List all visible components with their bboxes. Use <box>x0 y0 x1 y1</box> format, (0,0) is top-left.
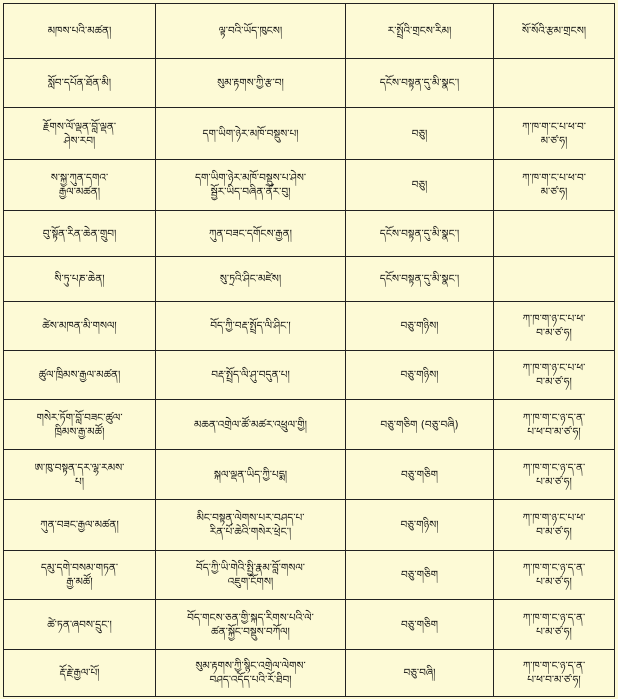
table-cell: ཀུན་བཟང་རྒྱལ་མཚན། <box>4 500 156 551</box>
header-cell: ར་སྤྲོའི་གྲངས་རིམ། <box>346 4 494 59</box>
table-cell: ཀ་ཁ་ག་ང་པ་ཕ་བ་ མ་ཙ་ཧ། <box>494 108 615 160</box>
table-cell: མིང་བསྟན་ལེགས་པར་བཤད་པ་ རིན་པོ་ཆེའི་གསེར་ཕྲེང་། <box>156 500 346 551</box>
table-cell: བོད་གངས་ཅན་གྱི་སྐད་རིགས་པའི་ལེ་ ཚན་སྐྱོང་བསྡུས་བཀོལ། <box>156 600 346 650</box>
table-cell: བཅུ། <box>346 160 494 211</box>
table-row <box>4 108 615 160</box>
table-cell: ཀ་ཁ་ག་ང་ཉ་ད་ན་ པ་ཕ་བ་མ་ཙ་ཧ། <box>494 400 615 450</box>
table-cell: སུམ་རྟགས་ཀྱི་སྙིང་འགྲེལ་ལེགས་ བཤད་འདོད་པའི་རོ་ཐིབ། <box>156 650 346 697</box>
table-cell: ཀ་ཁ་ག་ང་ཉ་ད་ན་ པ་ཕ་བ་མ་ཙ་ཧ། <box>494 650 615 697</box>
table-row <box>4 650 615 697</box>
table-cell: སི་ཏུ་པཎ་ཆེན། <box>4 257 156 302</box>
table-cell: དམུ་དགེ་བསམ་གཏན་ རྒྱ་མཚོ། <box>4 551 156 600</box>
table-cell: བཅུ་གཉིས། <box>346 500 494 551</box>
table-cell: ཚེ་ཏན་ཞབས་དྲུང་། <box>4 600 156 650</box>
table-cell: རྗོགས་ལོ་ལྡན་བློ་ལྡན་ ཤེས་རབ། <box>4 108 156 160</box>
table-row <box>4 450 615 500</box>
table-cell: མཆན་འགྲེལ་ཚོ་མཚར་འཕྲུལ་གྱི། <box>156 400 346 450</box>
table-cell: བོད་ཀྱི་ཡི་གེའི་སྤྱི་རྣམ་བློ་གསལ་ འཇུག་ངོགས། <box>156 551 346 600</box>
table-cell: བོད་ཀྱི་བརྡ་སྤྲོད་ལི་ཤིང་། <box>156 302 346 351</box>
table-cell: སུ་ཏྲའི་ཤིང་མཛེས། <box>156 257 346 302</box>
table-cell: བཅུ་གཉིས། <box>346 351 494 400</box>
table-row <box>4 59 615 108</box>
table-row <box>4 400 615 450</box>
table-cell: དངོས་བསྟན་དུ་མི་སྣང་། <box>346 211 494 257</box>
table-cell: ཀ་ཁ་ག་ང་ཉ་ད་ན་ པ་མ་ཙ་ཧ། <box>494 551 615 600</box>
table-cell: བཅུ་གཅིག (བཅུ་བཞི) <box>346 400 494 450</box>
scholars-table <box>3 3 615 697</box>
table-row <box>4 600 615 650</box>
table-cell <box>494 59 615 108</box>
table-cell: དག་ཡིག་ཉེར་མཁོ་བསྡུས་པ་ཤེས་ སྦྱོར་ཡིད་བཞིན་ནོར་བུ། <box>156 160 346 211</box>
table-cell: ཀ་ཁ་ག་ང་ཉ་ད་ན་ པ་མ་ཙ་ཧ། <box>494 600 615 650</box>
table-cell: ཚུལ་ཁྲིམས་རྒྱལ་མཚན། <box>4 351 156 400</box>
table-cell: བཅུ་གཉིས། <box>346 302 494 351</box>
table-cell: ཀ་ཁ་ག་ཉ་ང་པ་ཕ་ བ་མ་ཙ་ཧ། <box>494 351 615 400</box>
header-cell: མཁས་པའི་མཚན། <box>4 4 156 59</box>
table-cell: བཅུ་གཅིག <box>346 600 494 650</box>
table-cell: ཀ་ཁ་ག་ཉ་ང་པ་ཕ་ བ་མ་ཙ་ཧ། <box>494 302 615 351</box>
table-cell: དངོས་བསྟན་དུ་མི་སྣང་། <box>346 59 494 108</box>
table-row <box>4 211 615 257</box>
table-cell: སློབ་དཔོན་ཐོན་མི། <box>4 59 156 108</box>
table-cell: སུམ་རྟགས་ཀྱི་རྩ་བ། <box>156 59 346 108</box>
table-cell: བཅུ་གཅིག <box>346 551 494 600</box>
table-cell: བཅུ་གཅིག <box>346 450 494 500</box>
table-cell: སྐལ་ལྡན་ཡིད་ཀྱི་པདྨ། <box>156 450 346 500</box>
header-cell: སོ་སོའི་རྩམ་གྲངས། <box>494 4 615 59</box>
table-cell: ཨ་ཁུ་བསྟན་དར་ལྷ་རམས་ པ། <box>4 450 156 500</box>
table-cell: ཀུན་བཟང་དགོངས་རྒྱན། <box>156 211 346 257</box>
table-cell: ས་སྐྱ་ཀུན་དགའ་ རྒྱལ་མཚན། <box>4 160 156 211</box>
table-row <box>4 160 615 211</box>
table-cell: རྡོ་རྗེ་རྒྱལ་པོ། <box>4 650 156 697</box>
table-cell: དངོས་བསྟན་དུ་མི་སྣང་། <box>346 257 494 302</box>
table-row <box>4 500 615 551</box>
table-cell: ཀ་ཁ་ག་ང་པ་ཕ་བ་ མ་ཙ་ཧ། <box>494 160 615 211</box>
table-row <box>4 351 615 400</box>
table-cell: དག་ཡིག་ཉེར་མཁོ་བསྡུས་པ། <box>156 108 346 160</box>
table-cell: གསེར་ཏོག་བློ་བཟང་ཚུལ་ ཁྲིམས་རྒྱ་མཚོ། <box>4 400 156 450</box>
table-row <box>4 302 615 351</box>
table-cell <box>494 211 615 257</box>
table-cell: བརྡ་སྤྲོད་ལི་ཤུ་བདུན་པ། <box>156 351 346 400</box>
table-cell: ཚེས་མཁན་མི་གསལ། <box>4 302 156 351</box>
table-cell: བཅུ་བཞི། <box>346 650 494 697</box>
header-row <box>4 4 615 59</box>
table-cell: བུ་སྟོན་རིན་ཆེན་གྲུབ། <box>4 211 156 257</box>
table-row <box>4 257 615 302</box>
table-cell <box>494 257 615 302</box>
header-cell: ལྟ་བའི་ཡོད་ཁུངས། <box>156 4 346 59</box>
table-cell: བཅུ། <box>346 108 494 160</box>
table-cell: ཀ་ཁ་ག་ཉ་ང་པ་ཕ་ བ་མ་ཙ་ཧ། <box>494 500 615 551</box>
table-cell: ཀ་ཁ་ག་ང་ཉ་ད་ན་ པ་མ་ཙ་ཧ། <box>494 450 615 500</box>
table-row <box>4 551 615 600</box>
